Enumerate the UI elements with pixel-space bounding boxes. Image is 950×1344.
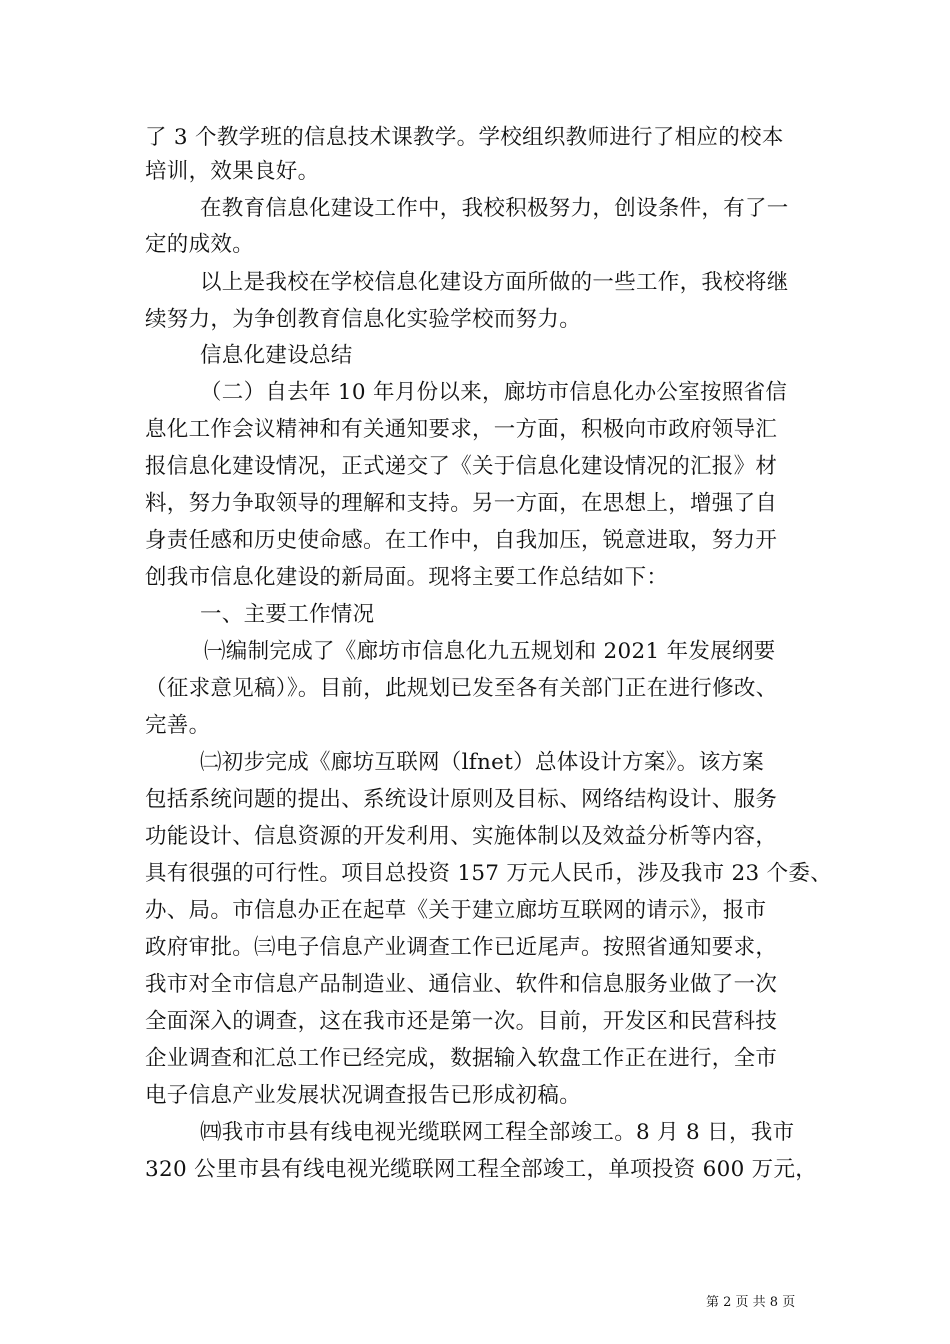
body-line: 料，努力争取领导的理解和支持。另一方面，在思想上，增强了自 xyxy=(145,491,778,516)
body-line: 政府审批。㈢电子信息产业调查工作已近尾声。按照省通知要求， xyxy=(145,935,778,960)
body-line: 包括系统问题的提出、系统设计原则及目标、网络结构设计、服务 xyxy=(145,787,778,812)
body-line: （征求意见稿）》。目前，此规划已发至各有关部门正在进行修改、 xyxy=(145,676,778,701)
page-number-footer: 第 2 页 共 8 页 xyxy=(706,1295,796,1310)
body-line: 具有很强的可行性。项目总投资 157 万元人民币，涉及我市 23 个委、 xyxy=(145,861,833,886)
body-line: 功能设计、信息资源的开发利用、实施体制以及效益分析等内容， xyxy=(145,824,778,849)
body-line: 320 公里市县有线电视光缆联网工程全部竣工，单项投资 600 万元， xyxy=(145,1157,818,1182)
body-line: 企业调查和汇总工作已经完成，数据输入软盘工作正在进行，全市 xyxy=(145,1046,778,1071)
body-line: 办、局。市信息办正在起草《关于建立廊坊互联网的请示》，报市 xyxy=(145,898,767,923)
body-line: 息化工作会议精神和有关通知要求，一方面，积极向市政府领导汇 xyxy=(145,417,778,442)
body-line: 在教育信息化建设工作中，我校积极努力，创设条件，有了一 xyxy=(200,196,789,221)
body-line: 了 3 个教学班的信息技术课教学。学校组织教师进行了相应的校本 xyxy=(145,125,784,150)
body-line: 培训，效果良好。 xyxy=(145,159,320,184)
body-line: ㈣我市市县有线电视光缆联网工程全部竣工。8 月 8 日，我市 xyxy=(200,1120,795,1145)
body-line: ㈡初步完成《廊坊互联网（lfnet）总体设计方案》。该方案 xyxy=(200,750,764,775)
body-line: 定的成效。 xyxy=(145,232,255,257)
body-line: 续努力，为争创教育信息化实验学校而努力。 xyxy=(145,307,582,332)
body-line: 以上是我校在学校信息化建设方面所做的一些工作，我校将继 xyxy=(200,270,789,295)
body-line: 创我市信息化建设的新局面。现将主要工作总结如下： xyxy=(145,565,669,590)
body-line: 电子信息产业发展状况调查报告已形成初稿。 xyxy=(145,1083,582,1108)
body-line: （二）自去年 10 年月份以来，廊坊市信息化办公室按照省信 xyxy=(200,380,788,405)
body-line: 完善。 xyxy=(145,713,211,738)
body-line: ㈠编制完成了《廊坊市信息化九五规划和 2021 年发展纲要 xyxy=(204,639,776,664)
section-heading: 一、主要工作情况 xyxy=(200,602,375,627)
body-line: 我市对全市信息产品制造业、通信业、软件和信息服务业做了一次 xyxy=(145,972,778,997)
section-heading: 信息化建设总结 xyxy=(200,343,353,368)
body-line: 报信息化建设情况，正式递交了《关于信息化建设情况的汇报》材 xyxy=(145,454,778,479)
body-line: 全面深入的调查，这在我市还是第一次。目前，开发区和民营科技 xyxy=(145,1009,778,1034)
body-line: 身责任感和历史使命感。在工作中，自我加压，锐意进取，努力开 xyxy=(145,528,778,553)
